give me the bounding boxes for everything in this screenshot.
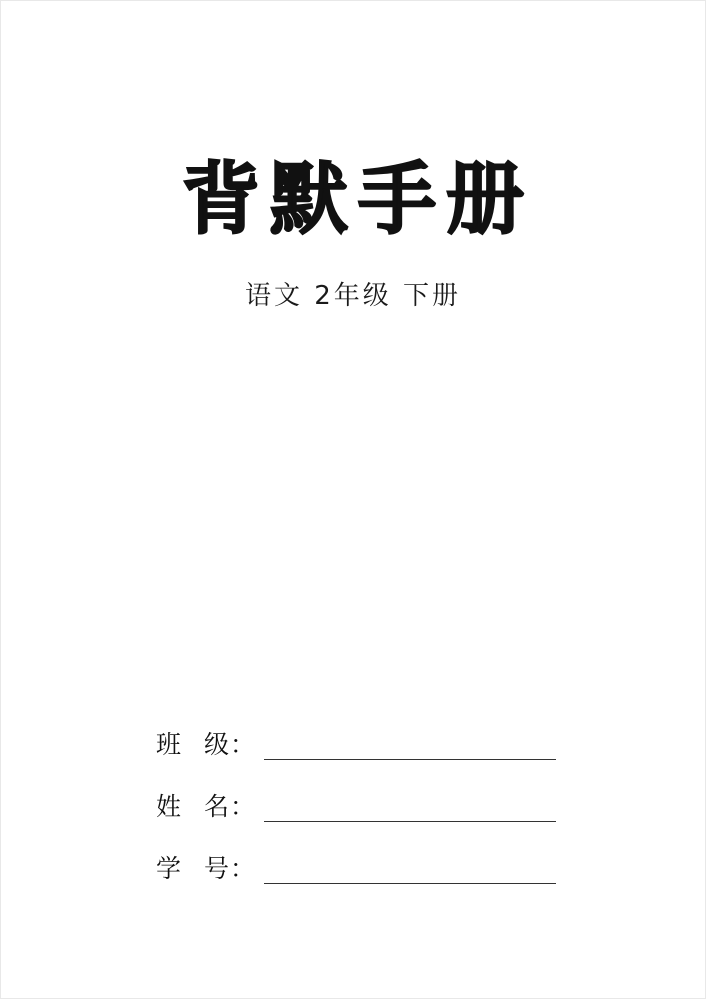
class-field-input[interactable] (264, 733, 556, 760)
student-id-field-label: 学 号： (156, 854, 257, 883)
identity-fields (156, 716, 556, 902)
page-title: 背默手册 (181, 155, 534, 245)
name-field-input[interactable] (264, 795, 556, 822)
page-subtitle: 语文 2年级 下册 (244, 281, 462, 311)
student-id-field-value (264, 858, 270, 882)
field-row-student-id (156, 840, 556, 884)
name-field-value (264, 796, 270, 820)
class-field-value (264, 734, 270, 758)
student-id-field-input[interactable] (264, 857, 556, 884)
name-field-label: 姓 名： (156, 792, 257, 821)
field-row-name (156, 778, 556, 822)
class-field-label: 班 级： (156, 730, 257, 759)
title-block (1, 155, 705, 312)
field-row-class (156, 716, 556, 760)
